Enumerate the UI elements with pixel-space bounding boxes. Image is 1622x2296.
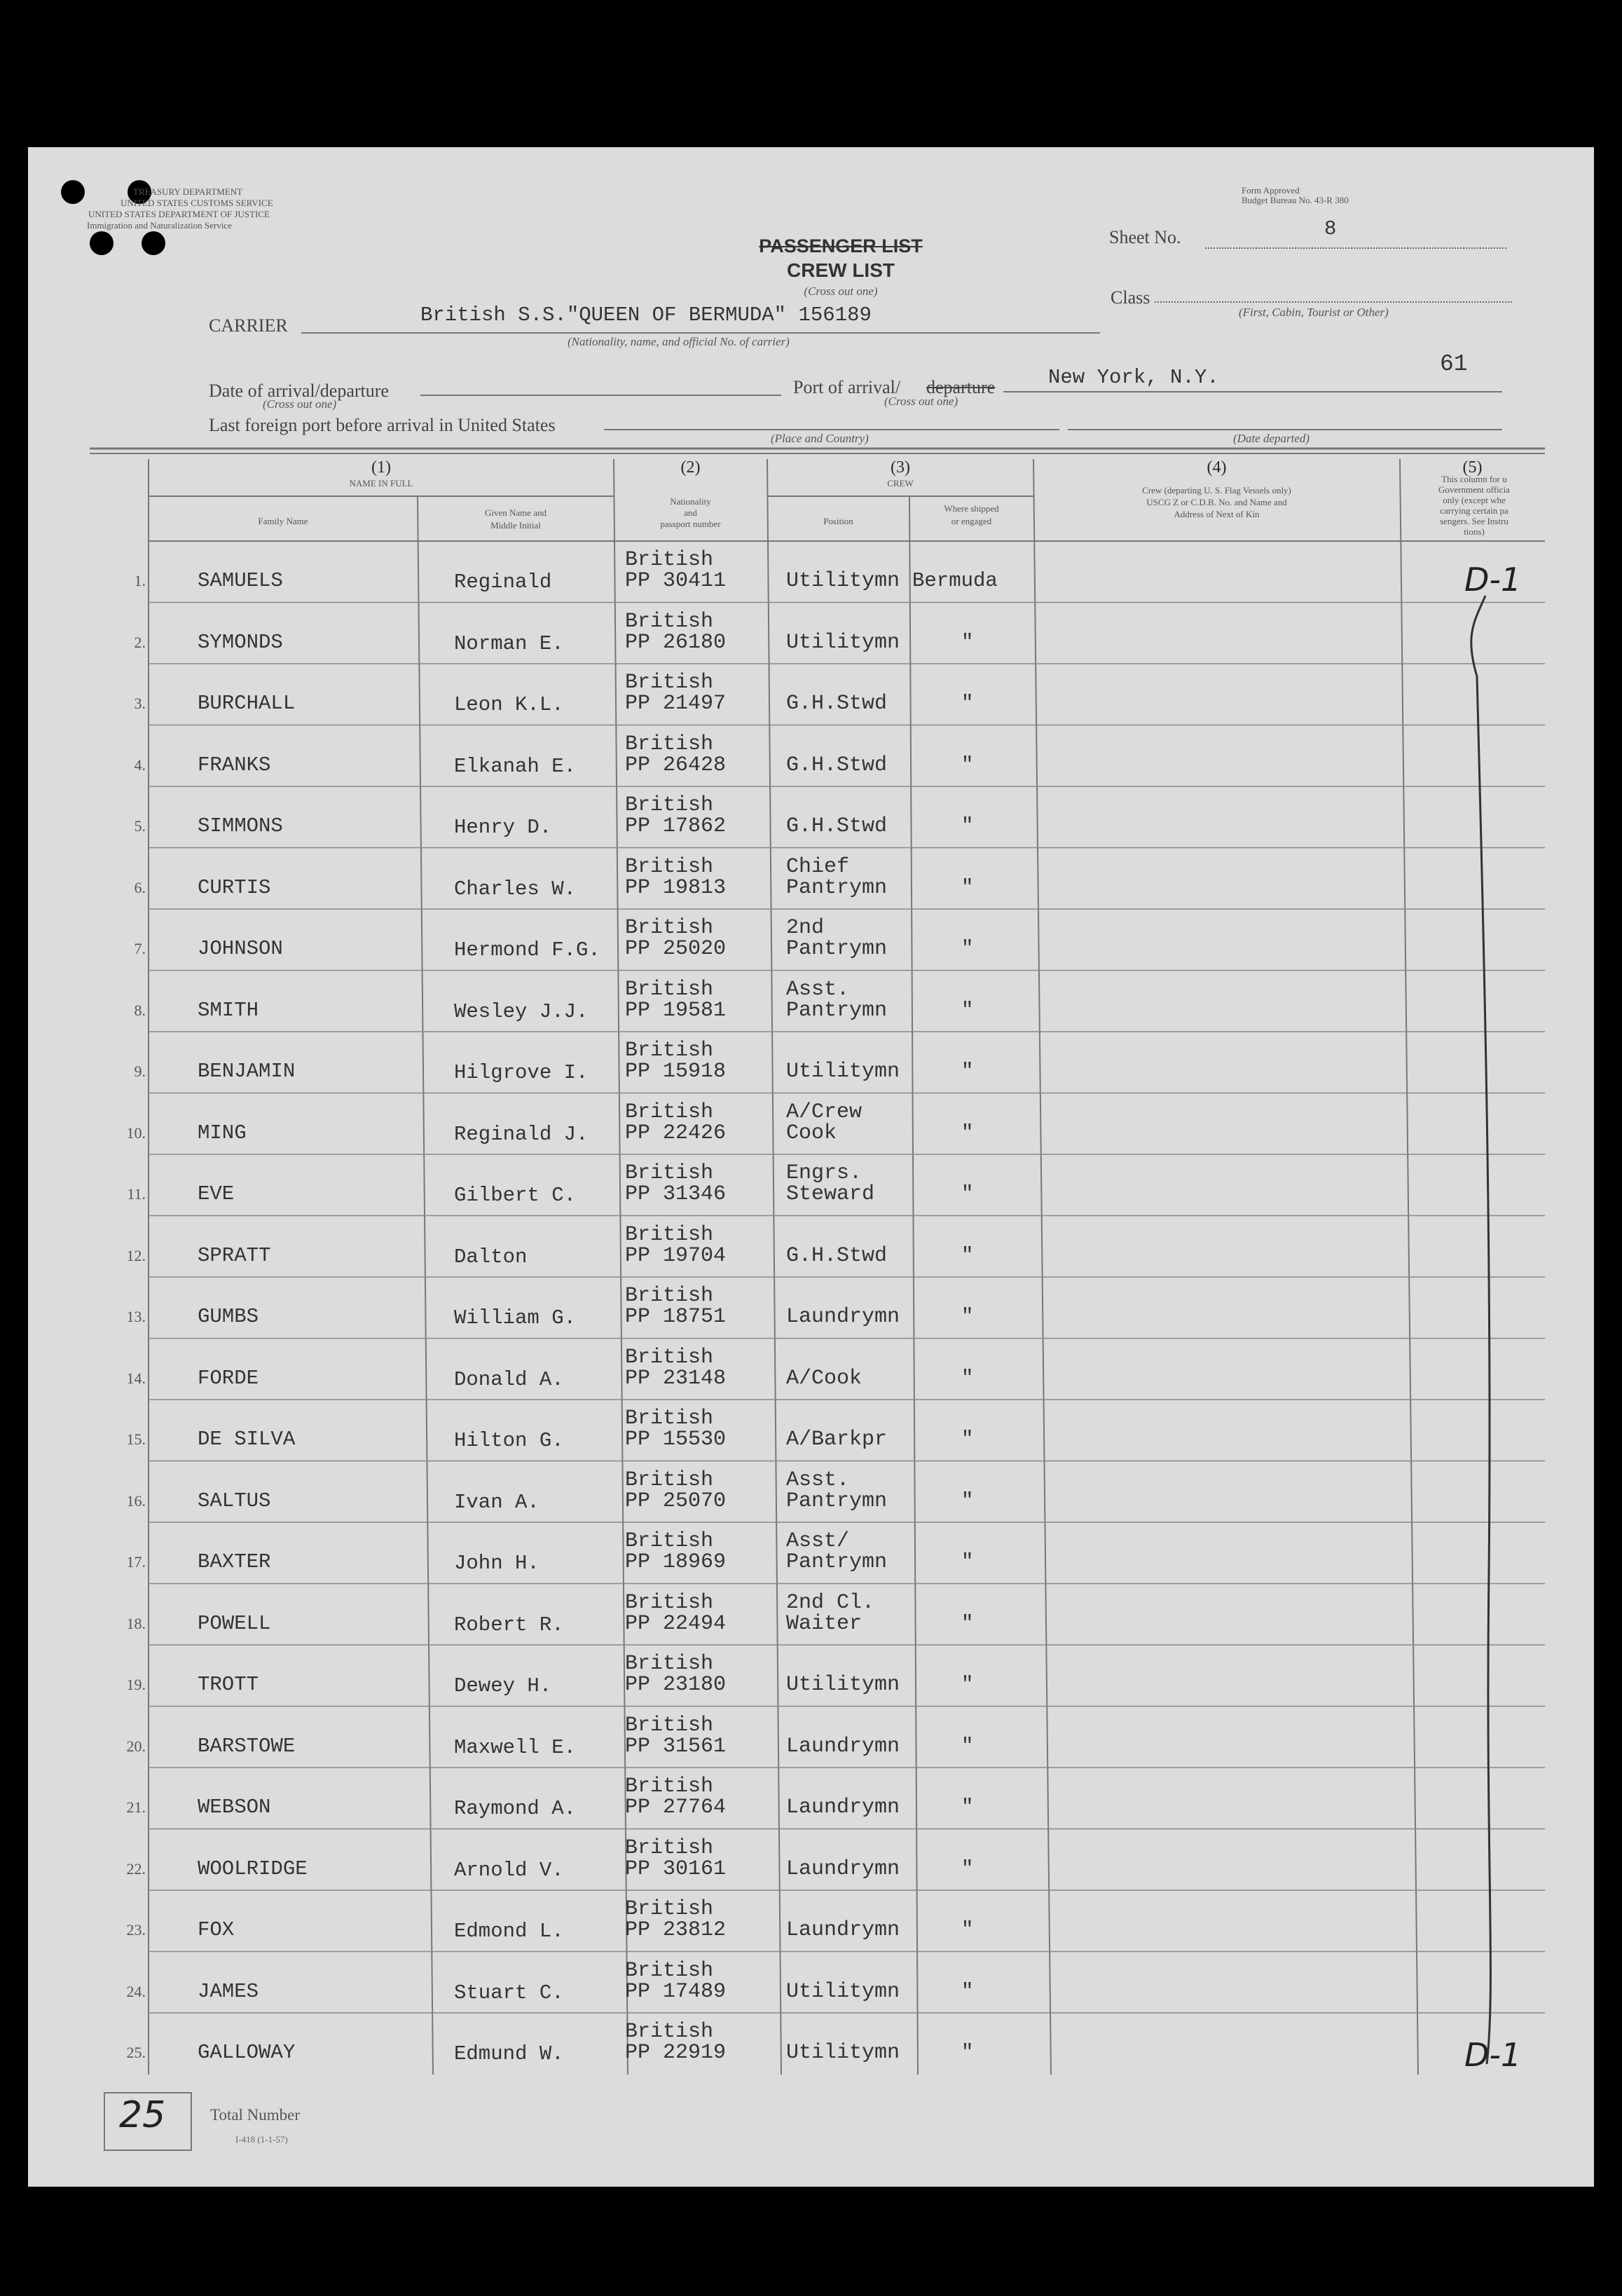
col1-given-header-2: Middle Initial	[490, 520, 541, 531]
position: Asst.	[786, 1468, 850, 1492]
nationality: British	[625, 977, 714, 1002]
where-shipped: "	[961, 875, 974, 899]
table-row	[0, 664, 1622, 725]
given-name: Gilbert C.	[454, 1184, 577, 1207]
table-row	[0, 1707, 1622, 1768]
arrival-date-label: Date of arrival/departure	[209, 381, 389, 401]
table-row	[0, 1584, 1622, 1646]
position: Laundrymn	[786, 1734, 900, 1758]
nationality: British	[625, 1775, 714, 1798]
passport-number: PP 15918	[625, 1060, 727, 1084]
nationality: British	[625, 732, 714, 756]
position-line-2: Pantrymn	[786, 875, 888, 900]
position: A/Barkpr	[786, 1428, 888, 1451]
position: Utilitymn	[786, 1060, 900, 1084]
passport-number: PP 21497	[625, 692, 727, 716]
position: Laundrymn	[786, 1857, 900, 1881]
position-line-2: Cook	[786, 1121, 837, 1145]
family-name: JAMES	[198, 1979, 259, 2003]
passport-number: PP 17489	[625, 1979, 727, 2004]
where-shipped: "	[961, 1550, 974, 1573]
where-shipped: "	[961, 1121, 974, 1144]
table-row	[0, 603, 1622, 664]
sheet-number: 8	[1324, 217, 1337, 240]
nationality: British	[625, 671, 714, 695]
nationality: British	[625, 1284, 714, 1308]
passport-number: PP 25020	[625, 937, 727, 961]
nationality: British	[625, 1039, 714, 1062]
col5-header-line: sengers. See Instru	[1440, 516, 1508, 526]
family-name: GALLOWAY	[198, 2041, 296, 2064]
col5-header-line: tions)	[1464, 526, 1485, 537]
where-shipped: "	[961, 1673, 974, 1696]
table-row	[0, 1277, 1622, 1339]
col5-number: (5)	[1462, 458, 1483, 477]
nationality: British	[625, 1836, 714, 1860]
agency-line-3: UNITED STATES DEPARTMENT OF JUSTICE	[88, 209, 270, 219]
col1-number: (1)	[371, 458, 391, 477]
where-shipped: "	[961, 1305, 974, 1328]
table-row	[0, 1339, 1622, 1400]
row-number: 2.	[134, 633, 146, 651]
passport-number: PP 30161	[625, 1857, 727, 1881]
col5-header-line: This column for u	[1441, 474, 1507, 484]
budget-bureau-number: Budget Bureau No. 43-R 380	[1242, 195, 1349, 205]
family-name: DE SILVA	[198, 1428, 296, 1451]
annotation-bracket-line	[1457, 592, 1513, 2071]
given-name: Ivan A.	[454, 1490, 539, 1514]
family-name: BAXTER	[198, 1550, 271, 1573]
passport-number: PP 26428	[625, 753, 727, 777]
row-number: 7.	[134, 940, 146, 957]
nationality: British	[625, 1222, 714, 1247]
class-note: (First, Cabin, Tourist or Other)	[1239, 306, 1389, 319]
arrival-date-note: (Cross out one)	[263, 397, 337, 411]
position: Chief	[786, 854, 850, 879]
position: 2nd	[786, 916, 825, 940]
position-line-2: Steward	[786, 1182, 875, 1206]
family-name: SPRATT	[198, 1243, 271, 1267]
family-name: WEBSON	[198, 1796, 271, 1819]
passport-number: PP 26180	[625, 630, 727, 655]
annotation-top: D-1	[1464, 561, 1522, 599]
agency-line-2: UNITED STATES CUSTOMS SERVICE	[121, 198, 273, 208]
nationality: British	[625, 1529, 714, 1553]
passport-number: PP 25070	[625, 1489, 727, 1513]
row-number: 11.	[127, 1185, 146, 1203]
where-shipped: "	[961, 998, 974, 1022]
date-departed-note: (Date departed)	[1233, 432, 1310, 445]
total-value: 25	[119, 2094, 166, 2136]
table-row	[0, 1032, 1622, 1093]
title-crew-list: CREW LIST	[787, 259, 895, 281]
passport-number: PP 19581	[625, 998, 727, 1023]
where-shipped: "	[961, 692, 974, 715]
position: Asst/	[786, 1529, 850, 1553]
nationality: British	[625, 1652, 714, 1676]
family-name: MING	[198, 1121, 247, 1144]
family-name: JOHNSON	[198, 937, 283, 960]
table-row	[0, 1829, 1622, 1891]
position-line-2: Pantrymn	[786, 1489, 888, 1513]
row-number: 10.	[126, 1123, 146, 1142]
row-number: 12.	[126, 1246, 146, 1264]
given-name: Edmond L.	[454, 1920, 564, 1943]
given-name: John H.	[454, 1552, 539, 1575]
family-name: EVE	[198, 1182, 235, 1205]
table-row	[0, 1890, 1622, 1952]
nationality: British	[625, 1713, 714, 1737]
row-number: 25.	[126, 2044, 146, 2061]
row-number: 13.	[126, 1308, 146, 1325]
given-name: Dewey H.	[454, 1674, 552, 1697]
given-name: Hermond F.G.	[454, 938, 600, 962]
given-name: Stuart C.	[454, 1981, 564, 2004]
nationality: British	[625, 548, 714, 572]
row-number: 14.	[126, 1369, 146, 1387]
family-name: SALTUS	[198, 1489, 271, 1512]
passport-number: PP 23148	[625, 1366, 727, 1390]
position: Laundrymn	[786, 1796, 900, 1819]
where-shipped: Bermuda	[912, 569, 998, 592]
col1-title: NAME IN FULL	[349, 478, 413, 488]
passport-number: PP 31561	[625, 1734, 727, 1758]
col1-given-header: Given Name and	[484, 507, 547, 518]
class-label: Class	[1111, 287, 1150, 308]
col5-header-line: only (except whe	[1443, 495, 1506, 505]
table-row	[0, 909, 1622, 971]
row-number: 19.	[126, 1676, 146, 1693]
carrier-label: CARRIER	[209, 315, 288, 336]
nationality: British	[625, 854, 714, 879]
given-name: Dalton	[454, 1245, 528, 1269]
where-shipped: "	[961, 1979, 974, 2003]
col4-header-3: Address of Next of Kin	[1174, 509, 1260, 519]
agency-line-1: TREASURY DEPARTMENT	[133, 186, 243, 197]
row-number: 5.	[134, 817, 146, 835]
given-name: Hilton G.	[454, 1429, 564, 1452]
row-number: 20.	[126, 1737, 146, 1755]
table-row	[0, 541, 1622, 603]
given-name: Elkanah E.	[454, 754, 577, 778]
given-name: Edmund W.	[454, 2042, 564, 2065]
position: A/Cook	[786, 1366, 862, 1390]
table-row	[0, 2013, 1622, 2075]
given-name: Wesley J.J.	[454, 999, 589, 1023]
col3-position-header: Position	[823, 516, 853, 526]
passport-number: PP 27764	[625, 1796, 727, 1819]
table-row	[0, 971, 1622, 1032]
where-shipped: "	[961, 753, 974, 777]
position: Utilitymn	[786, 630, 900, 655]
given-name: William G.	[454, 1306, 577, 1330]
col2-header-3: passport number	[660, 519, 721, 529]
port-note: (Cross out one)	[884, 395, 958, 408]
position-line-2: Pantrymn	[786, 998, 888, 1023]
title-crossed-passenger-list: PASSENGER LIST	[759, 235, 923, 257]
row-number: 23.	[126, 1921, 146, 1939]
passport-number: PP 19813	[625, 875, 727, 900]
family-name: CURTIS	[198, 875, 271, 899]
passport-number: PP 15530	[625, 1428, 727, 1451]
table-row	[0, 1154, 1622, 1216]
where-shipped: "	[961, 814, 974, 838]
title-note: (Cross out one)	[804, 285, 878, 298]
nationality: British	[625, 916, 714, 940]
sheet-label: Sheet No.	[1109, 227, 1181, 247]
col4-number: (4)	[1207, 458, 1227, 477]
col3-title: CREW	[887, 478, 914, 488]
form-approved: Form Approved	[1242, 185, 1300, 196]
passport-number: PP 23812	[625, 1918, 727, 1942]
where-shipped: "	[961, 1182, 974, 1205]
row-number: 9.	[134, 1062, 146, 1080]
where-shipped: "	[961, 2041, 974, 2064]
family-name: BURCHALL	[198, 692, 296, 715]
passport-number: PP 19704	[625, 1243, 727, 1268]
passport-number: PP 22426	[625, 1121, 727, 1145]
where-shipped: "	[961, 1857, 974, 1880]
given-name: Donald A.	[454, 1367, 564, 1391]
col3-shipped-header-2: or engaged	[951, 516, 992, 526]
position: Laundrymn	[786, 1305, 900, 1329]
col3-shipped-header: Where shipped	[944, 503, 999, 514]
given-name: Arnold V.	[454, 1858, 564, 1882]
given-name: Henry D.	[454, 816, 552, 839]
passport-number: PP 22494	[625, 1611, 727, 1636]
where-shipped: "	[961, 1734, 974, 1758]
given-name: Norman E.	[454, 631, 564, 655]
family-name: BARSTOWE	[198, 1734, 296, 1758]
row-number: 6.	[134, 878, 146, 896]
passport-number: PP 22919	[625, 2041, 727, 2065]
nationality: British	[625, 609, 714, 634]
given-name: Reginald	[454, 570, 552, 594]
row-number: 18.	[126, 1614, 146, 1632]
where-shipped: "	[961, 630, 974, 654]
position: G.H.Stwd	[786, 1243, 888, 1268]
col4-header-1: Crew (departing U. S. Flag Vessels only)	[1142, 485, 1291, 496]
carrier-note: (Nationality, name, and official No. of carrier)	[568, 335, 790, 348]
position: G.H.Stwd	[786, 692, 888, 716]
family-name: POWELL	[198, 1611, 271, 1635]
port-label: Port of arrival/	[793, 377, 901, 397]
position: Utilitymn	[786, 1979, 900, 2004]
carrier-value: British S.S."QUEEN OF BERMUDA" 156189	[420, 303, 872, 327]
nationality: British	[625, 1590, 714, 1615]
total-label: Total Number	[210, 2106, 301, 2124]
last-port-label: Last foreign port before arrival in United States	[209, 415, 556, 435]
row-number: 15.	[126, 1430, 146, 1448]
passport-number: PP 18969	[625, 1550, 727, 1574]
given-name: Charles W.	[454, 877, 577, 901]
table-row	[0, 1768, 1622, 1829]
nationality: British	[625, 1407, 714, 1430]
where-shipped: "	[961, 1060, 974, 1083]
given-name: Raymond A.	[454, 1797, 577, 1820]
passport-number: PP 30411	[625, 569, 727, 593]
col2-number: (2)	[680, 458, 701, 477]
agency-line-4: Immigration and Naturalization Service	[87, 220, 232, 231]
row-number: 8.	[134, 1001, 146, 1019]
annotation-bottom: D-1	[1464, 2036, 1522, 2074]
position: A/Crew	[786, 1100, 862, 1124]
family-name: BENJAMIN	[198, 1060, 296, 1083]
nationality: British	[625, 1897, 714, 1921]
port-value: New York, N.Y.	[1048, 366, 1219, 389]
where-shipped: "	[961, 1489, 974, 1512]
place-note: (Place and Country)	[771, 432, 869, 445]
nationality: British	[625, 1100, 714, 1124]
family-name: GUMBS	[198, 1305, 259, 1328]
given-name: Leon K.L.	[454, 693, 564, 716]
passport-number: PP 17862	[625, 814, 727, 838]
col4-header-2: USCG Z or C.D.B. No. and Name and	[1146, 497, 1287, 507]
given-name: Reginald J.	[454, 1122, 589, 1146]
nationality: British	[625, 1161, 714, 1185]
nationality: British	[625, 793, 714, 817]
family-name: FOX	[198, 1918, 235, 1941]
passport-number: PP 23180	[625, 1673, 727, 1697]
nationality: British	[625, 1345, 714, 1369]
row-number: 24.	[126, 1982, 146, 2000]
row-number: 17.	[126, 1553, 146, 1571]
position-line-2: Waiter	[786, 1611, 862, 1636]
position: Utilitymn	[786, 569, 900, 593]
position: Utilitymn	[786, 1673, 900, 1697]
position-line-2: Pantrymn	[786, 937, 888, 961]
table-row	[0, 1645, 1622, 1707]
col3-number: (3)	[891, 458, 910, 477]
stamp-number: 61	[1440, 351, 1468, 377]
position: Asst.	[786, 977, 850, 1002]
table-row	[0, 786, 1622, 848]
row-number: 4.	[134, 756, 146, 774]
family-name: SAMUELS	[198, 569, 283, 592]
form-number: I-418 (1-1-57)	[235, 2134, 288, 2145]
passport-number: PP 31346	[625, 1182, 727, 1206]
where-shipped: "	[961, 1366, 974, 1390]
col1-family-header: Family Name	[258, 516, 308, 526]
given-name: Hilgrove I.	[454, 1061, 589, 1084]
passport-number: PP 18751	[625, 1305, 727, 1329]
row-number: 16.	[126, 1491, 146, 1510]
table-row	[0, 1400, 1622, 1461]
family-name: SIMMONS	[198, 814, 283, 838]
nationality: British	[625, 2020, 714, 2044]
family-name: SMITH	[198, 998, 259, 1022]
where-shipped: "	[961, 1918, 974, 1941]
row-number: 1.	[134, 572, 146, 589]
family-name: SYMONDS	[198, 630, 283, 654]
nationality: British	[625, 1468, 714, 1492]
row-number: 21.	[126, 1798, 146, 1816]
table-row	[0, 1461, 1622, 1523]
table-row	[0, 848, 1622, 910]
where-shipped: "	[961, 1611, 974, 1635]
where-shipped: "	[961, 1796, 974, 1819]
table-row	[0, 1952, 1622, 2014]
given-name: Robert R.	[454, 1613, 564, 1636]
port-label-crossed: departure	[926, 377, 996, 397]
row-number: 3.	[134, 695, 146, 712]
col2-header-2: and	[684, 507, 697, 518]
col2-header-1: Nationality	[670, 496, 711, 507]
family-name: FRANKS	[198, 753, 271, 777]
family-name: TROTT	[198, 1673, 259, 1696]
family-name: FORDE	[198, 1366, 259, 1390]
position: Laundrymn	[786, 1918, 900, 1942]
where-shipped: "	[961, 937, 974, 960]
where-shipped: "	[961, 1428, 974, 1451]
position-line-2: Pantrymn	[786, 1550, 888, 1574]
col5-header-line: Government officia	[1438, 484, 1510, 495]
table-row	[0, 725, 1622, 787]
col5-header	[1404, 474, 1544, 537]
table-row	[0, 1522, 1622, 1584]
position: G.H.Stwd	[786, 814, 888, 838]
table-row	[0, 1216, 1622, 1278]
nationality: British	[625, 1958, 714, 1983]
position: Utilitymn	[786, 2041, 900, 2065]
where-shipped: "	[961, 1243, 974, 1267]
position: G.H.Stwd	[786, 753, 888, 777]
position: 2nd Cl.	[786, 1590, 875, 1615]
given-name: Maxwell E.	[454, 1735, 577, 1759]
family-name: WOOLRIDGE	[198, 1857, 308, 1880]
row-number: 22.	[126, 1859, 146, 1878]
table-row	[0, 1093, 1622, 1155]
position: Engrs.	[786, 1161, 862, 1185]
col5-header-line: carrying certain pa	[1440, 505, 1508, 516]
